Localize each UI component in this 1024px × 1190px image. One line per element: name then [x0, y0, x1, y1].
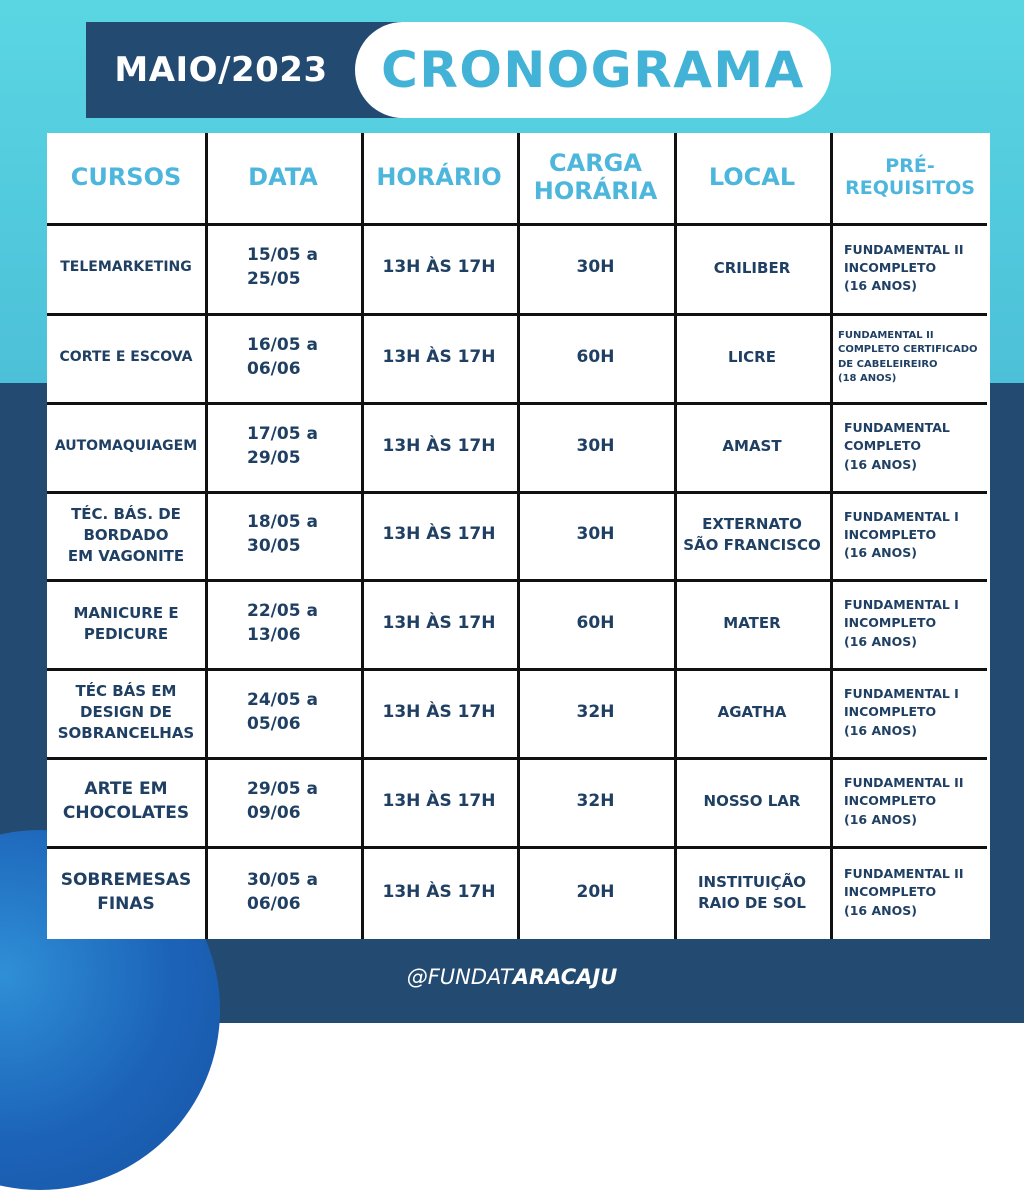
cell-pre-requisitos-4: FUNDAMENTAL I INCOMPLETO (16 ANOS) [844, 508, 959, 561]
column-divider [361, 133, 364, 939]
cell-carga-horaria-4: 30H [576, 524, 615, 545]
cell-pre-requisitos-7: FUNDAMENTAL II INCOMPLETO (16 ANOS) [844, 775, 964, 827]
column-header-local: LOCAL [708, 163, 796, 192]
cell-horario-1: 13H ÀS 17H [382, 257, 496, 278]
column-divider [205, 133, 208, 939]
cell-carga-horaria-2: 60H [576, 346, 615, 367]
cell-data-6: 24/05 a 05/06 [247, 689, 318, 734]
cell-carga-horaria-8: 20H [576, 881, 615, 902]
header-month: MAIO/2023 [114, 50, 328, 90]
column-header-cursos: CURSOS [70, 163, 182, 192]
row-divider [47, 491, 987, 494]
cell-local-3: AMAST [722, 437, 782, 455]
cell-data-4: 18/05 a 30/05 [247, 512, 318, 556]
cell-carga-horaria-6: 32H [576, 701, 615, 722]
cell-local-8: INSTITUIÇÃO RAIO DE SOL [697, 872, 807, 912]
cell-local-1: CRILIBER [713, 258, 791, 277]
column-divider [517, 133, 520, 939]
cell-horario-7: 13H ÀS 17H [382, 790, 496, 811]
column-divider [674, 133, 677, 939]
footer-handle-bold: ARACAJU [512, 965, 618, 989]
cell-cursos-7: ARTE EM CHOCOLATES [62, 778, 190, 823]
cell-cursos-1: TELEMARKETING [60, 259, 192, 276]
cell-carga-horaria-7: 32H [576, 790, 615, 811]
cell-horario-3: 13H ÀS 17H [382, 435, 496, 456]
cell-pre-requisitos-6: FUNDAMENTAL I INCOMPLETO (16 ANOS) [844, 686, 959, 738]
row-divider [47, 757, 987, 760]
cell-local-4: EXTERNATO SÃO FRANCISCO [683, 515, 821, 554]
footer-handle [0, 965, 1024, 989]
cell-cursos-2: CORTE E ESCOVA [59, 348, 193, 365]
cell-horario-4: 13H ÀS 17H [382, 524, 496, 545]
column-header-carga-horaria: CARGA HORÁRIA [533, 149, 658, 205]
cell-data-5: 22/05 a 13/06 [247, 600, 318, 645]
cell-cursos-5: MANICURE E PEDICURE [73, 603, 179, 643]
cell-data-8: 30/05 a 06/06 [247, 869, 318, 914]
cell-horario-6: 13H ÀS 17H [382, 701, 496, 722]
schedule-table [47, 133, 990, 939]
cell-local-5: MATER [723, 614, 781, 632]
cell-carga-horaria-3: 30H [576, 435, 615, 456]
column-header-horario: HORÁRIO [376, 163, 502, 192]
row-divider [47, 402, 987, 405]
cell-cursos-6: TÉC BÁS EM DESIGN DE SOBRANCELHAS [57, 682, 195, 742]
cell-pre-requisitos-8: FUNDAMENTAL II INCOMPLETO (16 ANOS) [844, 866, 964, 918]
cell-data-3: 17/05 a 29/05 [247, 423, 318, 468]
cell-pre-requisitos-5: FUNDAMENTAL I INCOMPLETO (16 ANOS) [844, 597, 959, 649]
row-divider [47, 313, 987, 316]
row-divider [47, 846, 987, 849]
cell-cursos-4: TÉC. BÁS. DE BORDADO EM VAGONITE [67, 504, 185, 565]
column-divider [830, 133, 833, 939]
cell-carga-horaria-5: 60H [576, 612, 615, 633]
row-divider [47, 668, 987, 671]
cell-pre-requisitos-1: FUNDAMENTAL II INCOMPLETO (16 ANOS) [844, 241, 964, 294]
footer-handle-prefix: @FUNDAT [406, 965, 513, 989]
cell-horario-5: 13H ÀS 17H [382, 612, 496, 633]
cell-local-6: AGATHA [717, 703, 787, 721]
cell-horario-8: 13H ÀS 17H [382, 881, 496, 902]
cell-data-7: 29/05 a 09/06 [247, 778, 318, 823]
row-divider [47, 223, 987, 226]
column-header-data: DATA [248, 163, 318, 192]
header-title: CRONOGRAMA [355, 22, 831, 118]
cell-data-1: 15/05 a 25/05 [247, 245, 318, 289]
cell-cursos-3: AUTOMAQUIAGEM [54, 437, 198, 454]
column-header-pre-requisitos: PRÉ- REQUISITOS [845, 155, 975, 199]
cell-cursos-8: SOBREMESAS FINAS [60, 869, 192, 914]
cell-pre-requisitos-3: FUNDAMENTAL COMPLETO (16 ANOS) [844, 420, 950, 472]
row-divider [47, 579, 987, 582]
cell-data-2: 16/05 a 06/06 [247, 334, 318, 379]
cell-carga-horaria-1: 30H [576, 257, 615, 278]
cell-pre-requisitos-2: FUNDAMENTAL II COMPLETO CERTIFICADO DE CABELEIREIRO (18 ANOS) [838, 329, 978, 384]
cell-local-7: NOSSO LAR [703, 792, 801, 810]
schedule-grid [47, 133, 990, 939]
cell-local-2: LICRE [728, 348, 776, 366]
cell-horario-2: 13H ÀS 17H [382, 346, 496, 367]
